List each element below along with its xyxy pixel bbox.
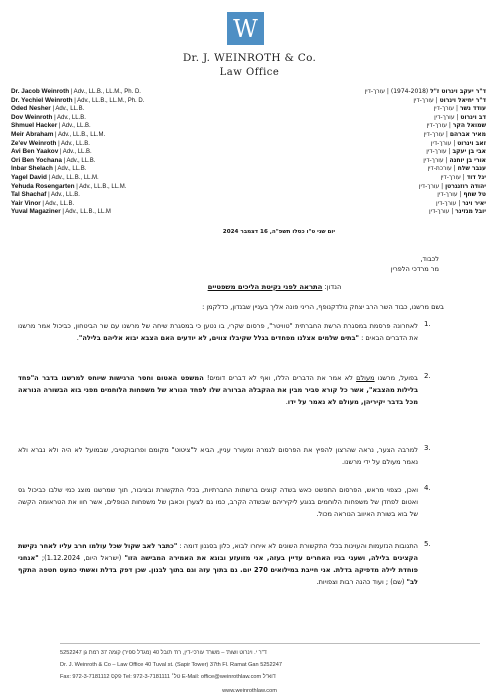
lawyer-row — [11, 157, 211, 166]
lawyer-name: שמואל הקר — [452, 122, 486, 130]
lawyer-name: Dr. Yechiel Weinroth — [11, 96, 73, 104]
paragraph — [18, 320, 418, 344]
lawyer-title: | עורך-דין — [426, 148, 453, 156]
lawyer-title: | עורך-דין — [433, 105, 460, 113]
lawyer-row — [11, 200, 211, 209]
footer-address-hebrew: ד"ר י. וינרוט ושות' – משרד עורכי-דין, רח' תובל 40 (מגדל ספיר) קומה 37 רמת גן 5252247 — [60, 650, 267, 656]
lawyer-title: | עורך-דין — [435, 199, 463, 207]
lawyer-row — [11, 191, 211, 200]
footer-website-link[interactable]: www.weinrothlaw.com — [222, 688, 277, 694]
lawyer-row — [11, 174, 211, 183]
paragraph — [18, 372, 418, 408]
recipient-name: מר מרדכי הלפרין — [390, 265, 439, 273]
lawyer-list-english — [11, 88, 211, 217]
lawyer-title: | Adv., LL.B. — [40, 200, 75, 207]
paragraph-text: (שם) ; ועוד כהנה רבות וצפויות. — [316, 578, 407, 586]
lawyer-title: (1974-2018) | עורך-דין — [364, 88, 431, 95]
lawyer-title: | עורך-דין — [418, 182, 446, 190]
lawyer-row — [11, 131, 211, 140]
subject-text: התראה לפני נקיטת הליכים משפטיים — [207, 283, 323, 291]
lawyer-title: | Adv., LL.B. — [50, 106, 85, 113]
lawyer-name: מאיר אברהם — [449, 130, 486, 138]
lawyer-name: אבי בן יעקב — [452, 148, 486, 156]
lawyer-row — [11, 183, 211, 192]
paragraph — [18, 444, 418, 468]
lawyer-title: | Adv., LL.B., LL.M., Ph. D. — [69, 89, 141, 95]
lawyer-row — [266, 114, 486, 123]
lawyer-name: Shmuel Hacker — [11, 122, 58, 130]
lawyer-name: Avi Ben Yaakov — [11, 148, 59, 156]
paragraph-text: (ישראל היום, 1.12.2024); — [38, 554, 125, 562]
paragraph-text: לאחרונה פרסמת במסגרת הרשת החברתית "טוויטר", פרסום שקרי, בו נטען כי במסגרת שיחה של מרשנו עם שר הביטחון, כביכול אמר מרשנו את הדברים הבאים : — [18, 322, 418, 342]
lawyer-title: | עורך-דין — [437, 191, 464, 199]
lawyer-title: | Adv., LL.B., LL.M. — [53, 131, 106, 138]
lawyer-name: יובל מגזינר — [455, 208, 486, 216]
paragraph-number: 5. — [424, 540, 431, 548]
paragraph-number: 3. — [424, 444, 431, 452]
paragraph-text: לא אמר את הדברים הללו, ואף לא דברים דומים! — [203, 374, 357, 382]
paragraph — [18, 484, 418, 520]
lawyer-name: יאיר וינר — [462, 199, 486, 207]
paragraph-text: ואכן, כצפוי מראש, הפרסום התפשט כאש בשדה קוצים ברשתות החברתיות, בכלי התקשורת ובציבור, תוך שמרשנו מוצג כמי שלבו כביכול גס ואטום לפחדן של משפחות הלוחמים בנוגע ליקיריהם שבשדה הקרב, כמו גם לצערן וכאבן של משפחות הנופלים, אשר חוו את הטראומה הקשה של בוא בשורת האיווב הנוראה מכול. — [18, 486, 418, 518]
lawyer-name: Yagel David — [11, 173, 47, 181]
paragraph-text: "אנחני פוחדת לילה מדפיקה בדלת. אני חייבת במילואים 270 יום. גם בתוך עזה וגם בתוך לבנון. שכן דפק בדלת ואשתי כמעט חטפה התקף לב" — [18, 554, 418, 586]
footer-divider — [60, 643, 480, 644]
footer-address-english: Dr. J. Weinroth & Co – Law Office 40 Tuval st. (Sapir Tower) 37th Fl. Ramat Gan 5252247 — [60, 662, 282, 668]
lawyer-row — [266, 191, 486, 200]
subject-prefix: הנדון: — [322, 283, 342, 291]
lawyer-title: | Adv., LL.B. — [56, 140, 90, 147]
lawyer-name: Ori Ben Yochana — [11, 156, 62, 164]
paragraph-number: 4. — [424, 484, 431, 492]
lawyer-row — [266, 97, 486, 106]
paragraph-text: "כתבר לאב שקול שכל עולמו חרב עליו לאחר נקישת הקצינים בלילה, ושעני בניו האחרים עדיין בעזה, אני מזועזע ובוגא את האמירה המבישה הזו" — [18, 542, 419, 562]
lawyer-name: ד"ר יחיאל וינרוט — [439, 96, 486, 104]
lawyer-row — [266, 131, 486, 140]
lawyer-title: | Adv., LL.B. — [46, 192, 80, 199]
lawyer-row — [11, 97, 211, 106]
lawyer-title: | Adv., LL.B. — [52, 114, 86, 121]
lawyer-name: זאב וינרוט — [457, 139, 486, 147]
lawyer-list-hebrew — [266, 88, 486, 217]
paragraph-text: מעולם — [356, 374, 375, 382]
lawyer-name: דב וינרוט — [460, 113, 486, 121]
lawyer-name: Oded Nesher — [11, 105, 51, 113]
lawyer-row — [266, 122, 486, 131]
logo-letter: W — [233, 14, 258, 43]
lawyer-row — [11, 208, 211, 217]
lawyer-title: | Adv., LL.B., LL.M. — [46, 174, 99, 181]
lawyer-title: | Adv., LL.B. — [61, 157, 96, 164]
letter-date: יום שני ט"ו כסלו תשפ"ה, 16 דצמבר 2024 — [222, 229, 335, 235]
lawyer-title: | Adv., LL.B., LL.M., Ph. D. — [72, 97, 145, 104]
lawyer-title: | Adv., LL.B., LL.M. — [74, 183, 127, 190]
lawyer-row — [266, 88, 486, 97]
lawyer-row — [11, 105, 211, 114]
lawyer-title: | עורכת-דין — [427, 165, 458, 173]
paragraph-number: 1. — [424, 320, 431, 328]
lawyer-row — [266, 183, 486, 192]
firm-subtitle: Law Office — [219, 67, 280, 78]
lawyer-title: | עורך-דין — [430, 139, 458, 147]
firm-name: Dr. J. WEINROTH & Co. — [182, 52, 317, 64]
lawyer-name: Meir Abraham — [11, 130, 54, 138]
lawyer-title: | עורך-דין — [434, 113, 461, 121]
paragraph-text: . — [285, 398, 288, 406]
lawyer-name: יגל דוד — [466, 173, 486, 181]
lawyer-title: | Adv., LL.B. — [57, 123, 91, 130]
paragraph-number: 2. — [424, 372, 431, 380]
lawyer-title: | עורך-דין — [423, 130, 450, 138]
paragraph — [18, 540, 418, 588]
recipient-salutation: לכבוד, — [420, 255, 439, 263]
paragraph-text: התגובות הנזעמות והעוינות בכלי התקשורת השונים לא איחרו לבוא, כלון בסגנון דומה : — [177, 542, 418, 550]
lawyer-row — [266, 157, 486, 166]
lawyer-name: ד"ר יעקב וינרוט ז"ל — [430, 88, 486, 95]
lawyer-name: Dov Weinroth — [11, 113, 53, 121]
lawyer-title: | עורך-דין — [423, 156, 450, 164]
lawyer-row — [266, 174, 486, 183]
paragraph-text: "בתים שלמים אצלנו מפחדים בגלל שקיבלו צווים, לא יודעים האם הצבא יבוא אליהם בלילה" — [78, 334, 359, 342]
paragraph-text: בפועל, מרשנו — [374, 374, 418, 382]
lawyer-row — [266, 140, 486, 149]
lawyer-name: יהודה רוזנגרטן — [445, 182, 486, 190]
lawyer-name: Ze'ev Weinroth — [11, 139, 57, 147]
lawyer-name: Inbar Shelach — [11, 165, 53, 173]
lawyer-row — [11, 114, 211, 123]
firm-logo — [227, 12, 264, 45]
paragraph-text: המשפט האטום וחסר הרגישות שיוחס למרשנו בדבר ה"פחד בלילות מהצבא", אשר כל קורא סביר מבין את ההקבלה הברורה שלו לפחד הנורא של משפחות הלוחמים מפני בוא הבשורה הנוראה מכל בדבר יקיריהן, מעולם לא נאמר על ידו — [18, 374, 418, 406]
lawyer-name: Yuval Magaziner — [11, 208, 61, 216]
lawyer-row — [11, 165, 211, 174]
lawyer-row — [266, 200, 486, 209]
lawyer-title: | עורך-דין — [413, 96, 440, 104]
paragraph-text: למרבה הצער, נראה שהרצון להפיץ את הפרסום לגמרה ומעורר עניין, הביא ל"ציטוט" מקומם ופרובוקטיבי, שבמועל לא היה ולא נברא ולא נאמר מעולם על ידי מרשנו. — [18, 446, 418, 466]
lawyer-title: | Adv., LL.B., LL.M — [60, 209, 111, 216]
lawyer-row — [11, 122, 211, 131]
lawyer-name: אורי בן יוחנה — [449, 156, 486, 164]
lawyer-name: ענבר שלח — [457, 165, 486, 173]
lawyer-row — [11, 148, 211, 157]
footer-contact: Fax: 972-3-7181112 פקס Tel: 972-3-7181111 טל׳ E-Mail: office@weinrothlaw.com דוא"ל — [60, 674, 276, 680]
lawyer-title: | עורך-דין — [440, 173, 467, 181]
lawyer-row — [11, 140, 211, 149]
paragraph-text: . — [76, 334, 79, 342]
lawyer-row — [11, 88, 211, 97]
lawyer-title: | עורך-דין — [429, 208, 456, 216]
lawyer-name: Tal Shachaf — [11, 191, 47, 199]
intro-text: בשם מרשנו, כבוד השר הרב יצחק גולדקנופף, הריני פונה אליך בעניין שבנדון, כדלקמן : — [202, 303, 444, 311]
lawyer-name: טל שחף — [463, 191, 486, 199]
lawyer-row — [266, 208, 486, 217]
lawyer-row — [266, 105, 486, 114]
recipient-block — [391, 254, 439, 274]
lawyer-name: Yehuda Rosengarten — [11, 182, 75, 190]
lawyer-name: Yair Vinor — [11, 199, 41, 207]
lawyer-title: | עורך-דין — [426, 122, 453, 130]
subject-line — [60, 283, 489, 291]
lawyer-title: | Adv., LL.B. — [52, 166, 87, 173]
lawyer-name: עודד נשר — [459, 105, 486, 113]
lawyer-title: | Adv., LL.B. — [58, 149, 92, 156]
lawyer-row — [266, 148, 486, 157]
lawyer-row — [266, 165, 486, 174]
lawyer-name: Dr. Jacob Weinroth — [11, 88, 70, 95]
